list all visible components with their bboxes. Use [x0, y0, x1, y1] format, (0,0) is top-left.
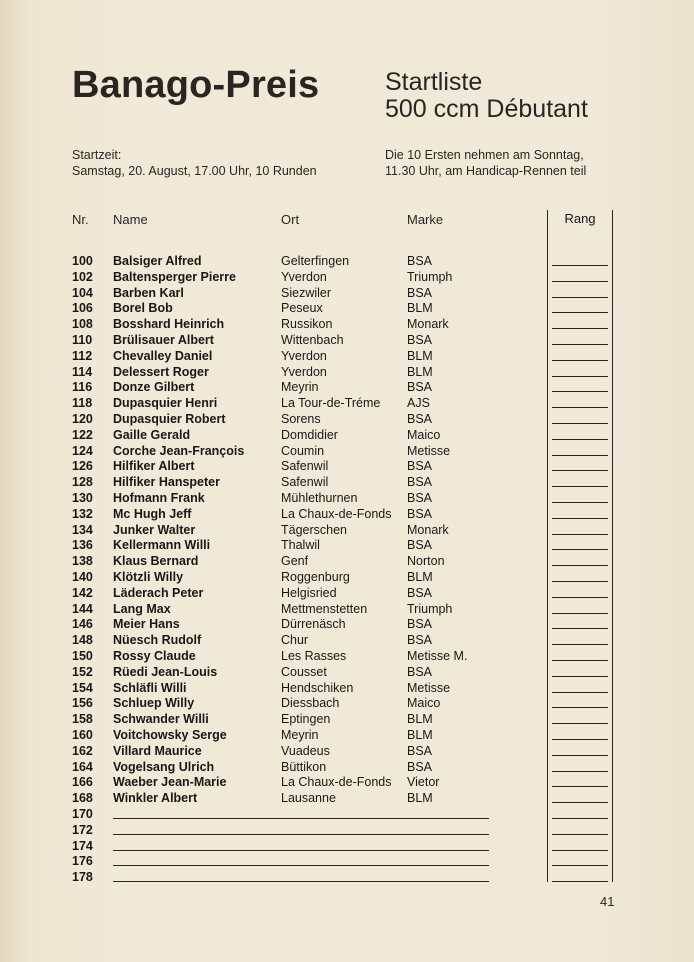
table-row: [0, 474, 694, 490]
rider-location: Cousset: [281, 664, 327, 679]
rider-name: Hofmann Frank: [113, 491, 205, 505]
rider-name: Nüesch Rudolf: [113, 633, 202, 648]
start-number: 174: [72, 838, 93, 853]
rider-name: Delessert Roger: [113, 364, 209, 379]
table-row: [0, 411, 694, 427]
rider-location: Siezwiler: [281, 285, 332, 300]
rider-name: Brülisauer Albert: [113, 333, 214, 347]
motorcycle-brand: Vietor: [407, 775, 440, 790]
motorcycle-brand: BSA: [407, 254, 433, 268]
motorcycle-brand: Metisse: [407, 443, 451, 458]
rider-location: Thalwil: [281, 538, 320, 553]
start-number: 114: [72, 364, 93, 379]
table-row: [0, 790, 694, 806]
start-number: 128: [72, 475, 93, 490]
start-number: 100: [72, 254, 93, 268]
table-row: [0, 316, 694, 332]
rider-location: Peseux: [281, 301, 323, 316]
table-row: [0, 253, 694, 269]
table-row: [0, 759, 694, 775]
note-line-2: 11.30 Uhr, am Handicap-Rennen teil: [385, 164, 587, 178]
table-row: [0, 695, 694, 711]
rider-location: Meyrin: [281, 380, 319, 395]
table-row: [0, 616, 694, 632]
motorcycle-brand: BSA: [407, 333, 433, 347]
page-number: 41: [600, 894, 615, 909]
start-number: 176: [72, 854, 93, 869]
rider-location: Coumin: [281, 443, 325, 458]
table-row: [0, 269, 694, 285]
blank-entry-line: [113, 850, 489, 851]
rider-name: Bosshard Heinrich: [113, 317, 225, 332]
rider-location: Chur: [281, 633, 309, 648]
table-row: [0, 506, 694, 522]
start-number: 108: [72, 317, 93, 332]
rider-name: Rüedi Jean-Louis: [113, 664, 218, 679]
rider-name: Rossy Claude: [113, 649, 196, 663]
table-row: [0, 601, 694, 617]
table-row: [0, 822, 694, 838]
rider-name: Meier Hans: [113, 617, 180, 632]
start-number: 170: [72, 807, 93, 821]
start-number: 162: [72, 743, 93, 758]
rider-name: Borel Bob: [113, 301, 173, 316]
rider-name: Junker Walter: [113, 522, 196, 537]
rider-location: Lausanne: [281, 791, 336, 806]
table-row: [0, 427, 694, 443]
table-row: [0, 648, 694, 664]
rider-name: Waeber Jean-Marie: [113, 775, 227, 790]
start-number: 120: [72, 412, 93, 426]
start-number: 102: [72, 269, 93, 284]
rider-location: Hendschiken: [281, 680, 354, 695]
rider-location: Dürrenäsch: [281, 617, 346, 632]
table-row: [0, 348, 694, 364]
rider-location: Wittenbach: [281, 333, 344, 347]
rider-name: Baltensperger Pierre: [113, 269, 236, 284]
motorcycle-brand: Norton: [407, 554, 445, 569]
start-number: 112: [72, 348, 93, 363]
start-number: 136: [72, 538, 93, 553]
motorcycle-brand: BLM: [407, 570, 433, 584]
table-row: [0, 727, 694, 743]
start-number: 144: [72, 601, 93, 616]
start-number: 140: [72, 570, 93, 584]
blank-entry-line: [113, 865, 489, 866]
rider-name: Winkler Albert: [113, 791, 198, 806]
start-number: 122: [72, 427, 93, 442]
table-row: [0, 458, 694, 474]
rider-location: Roggenburg: [281, 570, 350, 584]
startzeit-value: Samstag, 20. August, 17.00 Uhr, 10 Runden: [72, 164, 317, 178]
motorcycle-brand: Triumph: [407, 601, 453, 616]
rider-name: Gaille Gerald: [113, 427, 191, 442]
motorcycle-brand: BSA: [407, 380, 433, 395]
motorcycle-brand: BSA: [407, 459, 433, 474]
rider-location: Tägerschen: [281, 522, 348, 537]
rider-name: Läderach Peter: [113, 585, 204, 600]
table-row: [0, 632, 694, 648]
table-row: [0, 364, 694, 380]
column-header-nr: Nr.: [72, 212, 89, 227]
rider-name: Hilfiker Hanspeter: [113, 475, 220, 490]
start-number: 116: [72, 380, 93, 395]
column-header-name: Name: [113, 212, 148, 227]
start-number: 154: [72, 680, 93, 695]
motorcycle-brand: BSA: [407, 412, 433, 426]
motorcycle-brand: Metisse M.: [407, 649, 468, 663]
table-row: [0, 490, 694, 506]
start-number: 138: [72, 554, 93, 569]
rider-location: Gelterfingen: [281, 254, 350, 268]
note-line-1: Die 10 Ersten nehmen am Sonntag,: [385, 148, 584, 162]
table-row: [0, 711, 694, 727]
motorcycle-brand: BLM: [407, 712, 433, 727]
motorcycle-brand: BSA: [407, 491, 433, 505]
subtitle-class: 500 ccm Débutant: [385, 95, 588, 123]
rider-location: Safenwil: [281, 475, 329, 490]
page-title: Banago-Preis: [72, 64, 320, 106]
table-row: [0, 395, 694, 411]
start-number: 106: [72, 301, 93, 316]
rider-location: Genf: [281, 554, 309, 569]
rider-name: Balsiger Alfred: [113, 254, 202, 268]
start-number: 178: [72, 870, 93, 885]
table-row: [0, 537, 694, 553]
start-number: 130: [72, 491, 93, 505]
motorcycle-brand: BSA: [407, 759, 433, 774]
rider-location: Mühlethurnen: [281, 491, 358, 505]
motorcycle-brand: AJS: [407, 396, 430, 411]
table-row: [0, 774, 694, 790]
rider-location: Yverdon: [281, 348, 327, 363]
table-row: [0, 585, 694, 601]
start-number: 160: [72, 728, 93, 742]
rider-name: Lang Max: [113, 601, 171, 616]
table-row: [0, 680, 694, 696]
subtitle-startliste: Startliste: [385, 68, 483, 96]
motorcycle-brand: Monark: [407, 522, 449, 537]
rider-location: Yverdon: [281, 269, 327, 284]
rider-name: Kellermann Willi: [113, 538, 211, 553]
rider-location: Russikon: [281, 317, 333, 332]
rider-location: La Chaux-de-Fonds: [281, 506, 392, 521]
table-row: [0, 300, 694, 316]
rider-name: Mc Hugh Jeff: [113, 506, 192, 521]
rider-location: Meyrin: [281, 728, 319, 742]
rider-name: Dupasquier Henri: [113, 396, 218, 411]
motorcycle-brand: Monark: [407, 317, 449, 332]
motorcycle-brand: Maico: [407, 427, 441, 442]
table-row: [0, 569, 694, 585]
start-number: 158: [72, 712, 93, 727]
rider-location: Les Rasses: [281, 649, 347, 663]
start-number: 168: [72, 791, 93, 806]
table-row: [0, 838, 694, 854]
rider-location: Yverdon: [281, 364, 327, 379]
start-number: 150: [72, 649, 93, 663]
table-row: [0, 853, 694, 869]
rider-location: Safenwil: [281, 459, 329, 474]
start-number: 152: [72, 664, 93, 679]
start-number: 132: [72, 506, 93, 521]
column-header-ort: Ort: [281, 212, 300, 227]
rider-name: Klötzli Willy: [113, 570, 184, 584]
motorcycle-brand: Metisse: [407, 680, 451, 695]
start-number: 166: [72, 775, 93, 790]
rider-name: Klaus Bernard: [113, 554, 199, 569]
motorcycle-brand: Maico: [407, 696, 441, 711]
blank-entry-line: [113, 834, 489, 835]
rider-name: Hilfiker Albert: [113, 459, 195, 474]
rider-location: Diessbach: [281, 696, 340, 711]
table-row: [0, 285, 694, 301]
rider-name: Barben Karl: [113, 285, 184, 300]
motorcycle-brand: BLM: [407, 728, 433, 742]
start-number: 124: [72, 443, 93, 458]
motorcycle-brand: BLM: [407, 348, 433, 363]
motorcycle-brand: BSA: [407, 475, 433, 490]
rider-location: Eptingen: [281, 712, 331, 727]
blank-entry-line: [113, 881, 489, 882]
column-header-rang: Rang: [564, 211, 596, 226]
rider-name: Schwander Willi: [113, 712, 209, 727]
start-number: 172: [72, 822, 93, 837]
motorcycle-brand: BSA: [407, 743, 433, 758]
rider-location: Vuadeus: [281, 743, 330, 758]
start-number: 156: [72, 696, 93, 711]
rider-name: Vogelsang Ulrich: [113, 759, 215, 774]
start-number: 134: [72, 522, 93, 537]
start-number: 164: [72, 759, 93, 774]
rider-location: Helgisried: [281, 585, 337, 600]
motorcycle-brand: BLM: [407, 301, 433, 316]
rider-location: Sorens: [281, 412, 321, 426]
table-row: [0, 869, 694, 885]
motorcycle-brand: BSA: [407, 664, 433, 679]
table-row: [0, 553, 694, 569]
rider-location: Mettmenstetten: [281, 601, 368, 616]
motorcycle-brand: Triumph: [407, 269, 453, 284]
start-number: 126: [72, 459, 93, 474]
rider-location: Domdidier: [281, 427, 338, 442]
start-number: 110: [72, 333, 93, 347]
rider-name: Voitchowsky Serge: [113, 728, 227, 742]
start-number: 104: [72, 285, 93, 300]
motorcycle-brand: BLM: [407, 791, 433, 806]
table-row: [0, 743, 694, 759]
rider-location: La Tour-de-Tréme: [281, 396, 381, 411]
rider-name: Corche Jean-François: [113, 443, 245, 458]
blank-entry-line: [113, 818, 489, 819]
table-row: [0, 379, 694, 395]
table-row: [0, 332, 694, 348]
table-row: [0, 443, 694, 459]
table-row: [0, 806, 694, 822]
motorcycle-brand: BSA: [407, 506, 433, 521]
rider-name: Schläfli Willi: [113, 680, 187, 695]
startzeit-label: Startzeit:: [72, 148, 122, 162]
motorcycle-brand: BSA: [407, 633, 433, 648]
rider-location: La Chaux-de-Fonds: [281, 775, 392, 790]
motorcycle-brand: BSA: [407, 285, 433, 300]
rider-name: Chevalley Daniel: [113, 348, 213, 363]
rider-name: Dupasquier Robert: [113, 412, 226, 426]
table-row: [0, 522, 694, 538]
motorcycle-brand: BSA: [407, 585, 433, 600]
rider-name: Schluep Willy: [113, 696, 195, 711]
table-row: [0, 664, 694, 680]
motorcycle-brand: BSA: [407, 617, 433, 632]
start-number: 148: [72, 633, 93, 648]
motorcycle-brand: BSA: [407, 538, 433, 553]
rider-location: Büttikon: [281, 759, 327, 774]
rider-name: Donze Gilbert: [113, 380, 195, 395]
column-header-marke: Marke: [407, 212, 444, 227]
start-number: 118: [72, 396, 93, 411]
motorcycle-brand: BLM: [407, 364, 433, 379]
rider-name: Villard Maurice: [113, 743, 202, 758]
start-number: 142: [72, 585, 93, 600]
start-number: 146: [72, 617, 93, 632]
